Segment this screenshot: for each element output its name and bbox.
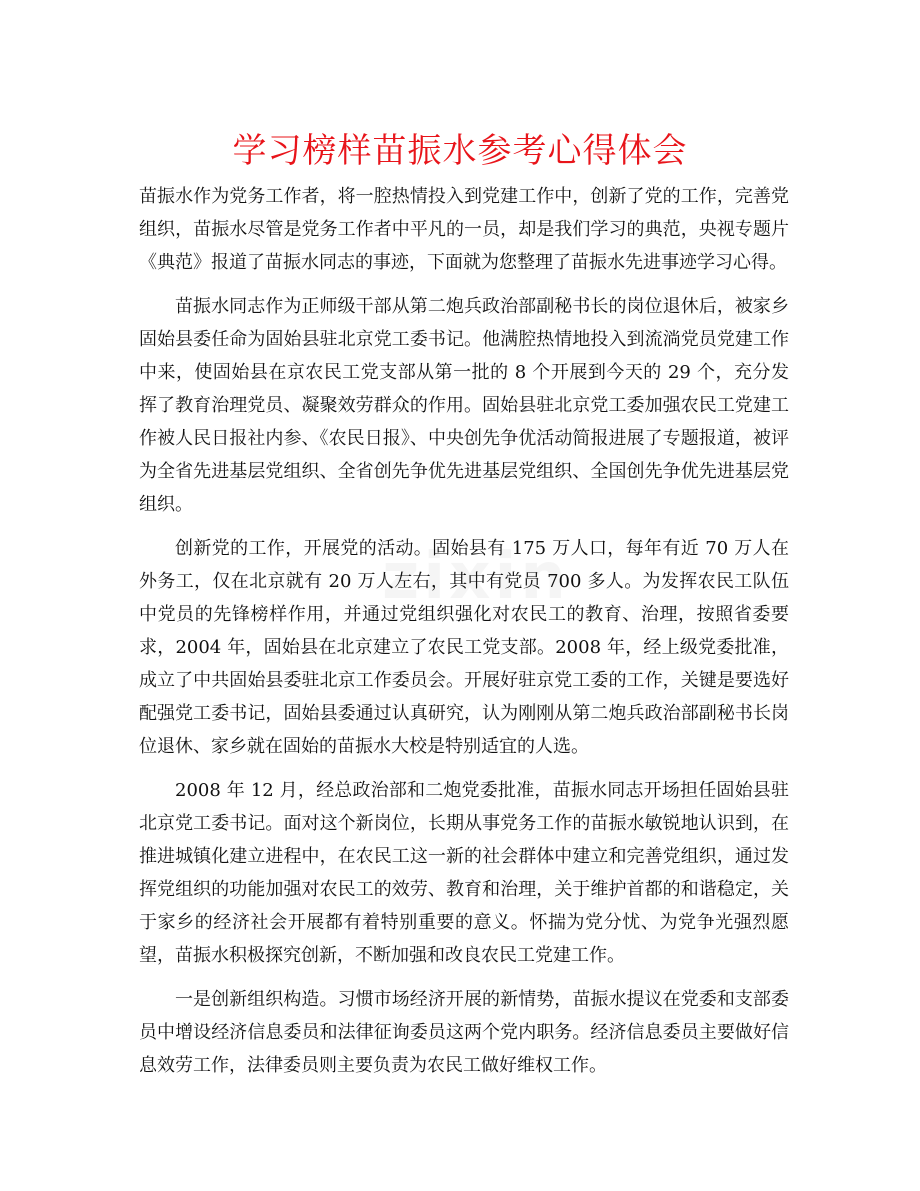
document-body (139, 180, 789, 1082)
paragraph-intro: 苗振水作为党务工作者，将一腔热情投入到党建工作中，创新了党的工作，完善党组织，苗振水尽管是党务工作者中平凡的一员，却是我们学习的典范，央视专题片《典范》报道了苗振水同志的事迹，下面就为您整理了苗振水先进事迹学习心得。 (139, 186, 789, 273)
watermark: zixin (382, 540, 570, 614)
paragraph-structure: 一是创新组织构造。习惯市场经济开展的新情势，苗振水提议在党委和支部委员中增设经济信息委员和法律征询委员这两个党内职务。经济信息委员主要做好信息效劳工作，法律委员则主要负责为农民工做好维权工作。 (139, 989, 789, 1076)
paragraph-background: 苗振水同志作为正师级干部从第二炮兵政治部副秘书长的岗位退休后，被家乡固始县委任命为固始县驻北京党工委书记。他满腔热情地投入到流淌党员党建工作中来，使固始县在京农民工党支部从第一批的 8 个开展到今天的 29 个，充分发挥了教育治理党员、凝聚效劳群众的作用。固始县驻北京党工委加强农民工党建工作被人民日报社内参、《农民日报》、中央创先争优活动简报进展了专题报道，被评为全省先进基层党组织、全省创先争优先进基层党组织、全国创先争优先进基层党组织。 (139, 296, 789, 515)
paragraph-innovation: 创新党的工作，开展党的活动。固始县有 175 万人口，每年有近 70 万人在外务工，仅在北京就有 20 万人左右，其中有党员 700 多人。为发挥农民工队伍中党员的先锋榜样作用，并通过党组织强化对农民工的教育、治理，按照省委要求，2004 年，固始县在北京建立了农民工党支部。2008 年，经上级党委批准，成立了中共固始县委驻北京工作委员会。开展好驻京党工委的工作，关键是要选好配强党工委书记，固始县委通过认真研究，认为刚刚从第二炮兵政治部副秘书长岗位退休、家乡就在固始的苗振水大校是特别适宜的人选。 (139, 538, 789, 757)
document-title: 学习榜样苗振水参考心得体会 (232, 131, 688, 171)
paragraph-appointment: 2008 年 12 月，经总政治部和二炮党委批准，苗振水同志开场担任固始县驻北京党工委书记。面对这个新岗位，长期从事党务工作的苗振水敏锐地认识到，在推进城镇化建立进程中，在农民工这一新的社会群体中建立和完善党组织，通过发挥党组织的功能加强对农民工的效劳、教育和治理，关于维护首都的和谐稳定，关于家乡的经济社会开展都有着特别重要的意义。怀揣为党分忧、为党争光强烈愿望，苗振水积极探究创新，不断加强和改良农民工党建工作。 (139, 780, 789, 966)
